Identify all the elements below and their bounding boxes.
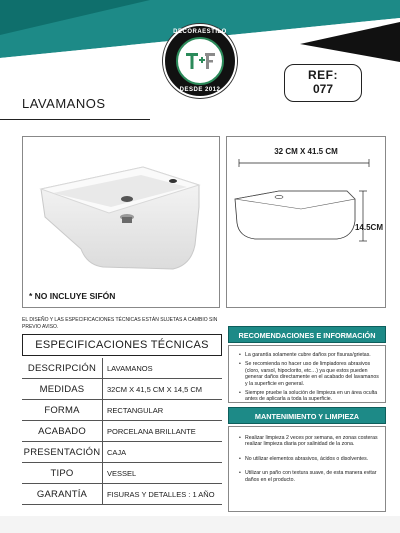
sink-line-drawing xyxy=(227,137,385,307)
spec-label: MEDIDAS xyxy=(39,383,85,395)
maintenance-item: • Utilizar un paño con textura suave, de esta manera evitar daños en el producto. xyxy=(239,470,380,483)
product-title: LAVAMANOS xyxy=(22,96,106,111)
brand-logo xyxy=(163,24,237,98)
reference-box xyxy=(284,64,362,102)
maintenance-body xyxy=(228,426,386,512)
product-photo-box xyxy=(22,136,220,308)
spec-value: VESSEL xyxy=(102,463,222,483)
spec-row-shape xyxy=(22,400,222,421)
spec-value: CAJA xyxy=(102,442,222,462)
ref-number: 077 xyxy=(312,82,334,96)
spec-row-measures xyxy=(22,379,222,400)
spec-value: PORCELANA BRILLANTE xyxy=(102,421,222,441)
no-siphon-note: * NO INCLUYE SIFÓN xyxy=(29,291,116,301)
height-dimension-label: 14.5CM xyxy=(354,223,383,232)
spec-value: FISURAS Y DETALLES : 1 AÑO xyxy=(102,484,222,504)
faucet-icon xyxy=(178,39,222,83)
dimension-diagram-box xyxy=(226,136,386,308)
recommendation-item: • Se recomienda no hacer uso de limpiadores abrasivos (cloro, varsol, hipoclorito, etc…) ya que estos pueden generar daños directamente en el acabado del lavamanos y la superficie en general. xyxy=(239,361,380,387)
maintenance-header: MANTENIMIENTO Y LIMPIEZA xyxy=(228,407,386,424)
spec-value: RECTANGULAR xyxy=(102,400,222,420)
recommendations-body xyxy=(228,345,386,403)
specs-table xyxy=(22,358,222,505)
spec-row-warranty xyxy=(22,484,222,505)
spec-label: PRESENTACIÓN xyxy=(23,446,101,458)
spec-label: ACABADO xyxy=(38,425,86,437)
spec-label: FORMA xyxy=(44,404,80,416)
disclaimer-text: EL DISEÑO Y LAS ESPECIFICACIONES TÉCNICAS ESTÁN SUJETAS A CAMBIO SIN PREVIO AVISO. xyxy=(22,317,218,330)
spec-label: GARANTÍA xyxy=(36,488,88,500)
ref-label: REF: xyxy=(308,68,338,82)
footer-band xyxy=(0,516,400,533)
spec-value: LAVAMANOS xyxy=(102,358,222,378)
title-underline xyxy=(0,119,150,120)
recommendation-item: • La garantía solamente cubre daños por fisuras/grietas. xyxy=(239,352,380,358)
recommendation-item: • Siempre pruebe la solución de limpieza en un área oculta antes de aplicarla a toda la superficie. xyxy=(239,390,380,403)
maintenance-item: • No utilizar elementos abrasivos, ácidos o disolventes. xyxy=(239,456,380,462)
maintenance-item: • Realizar limpieza 2 veces por semana, en zonas costeras realizar limpieza diaria por salinidad de la zona. xyxy=(239,435,380,448)
logo-emblem xyxy=(176,37,224,85)
width-dimension-label: 32 CM X 41.5 CM xyxy=(274,147,338,156)
spec-row-finish xyxy=(22,421,222,442)
spec-label: TIPO xyxy=(50,467,74,479)
recommendations-header: RECOMENDACIONES E INFORMACIÓN xyxy=(228,326,386,343)
sink-photo-illustration xyxy=(23,137,219,287)
spec-row-type xyxy=(22,463,222,484)
spec-row-description xyxy=(22,358,222,379)
spec-label: DESCRIPCIÓN xyxy=(27,362,97,374)
logo-bottom-text: DESDE 2012 xyxy=(179,87,221,93)
spec-value: 32CM X 41,5 CM X 14,5 CM xyxy=(102,379,222,399)
specs-title: ESPECIFICACIONES TÉCNICAS xyxy=(22,334,222,356)
spec-row-presentation xyxy=(22,442,222,463)
logo-top-text: DECORAESTILO xyxy=(173,29,227,35)
